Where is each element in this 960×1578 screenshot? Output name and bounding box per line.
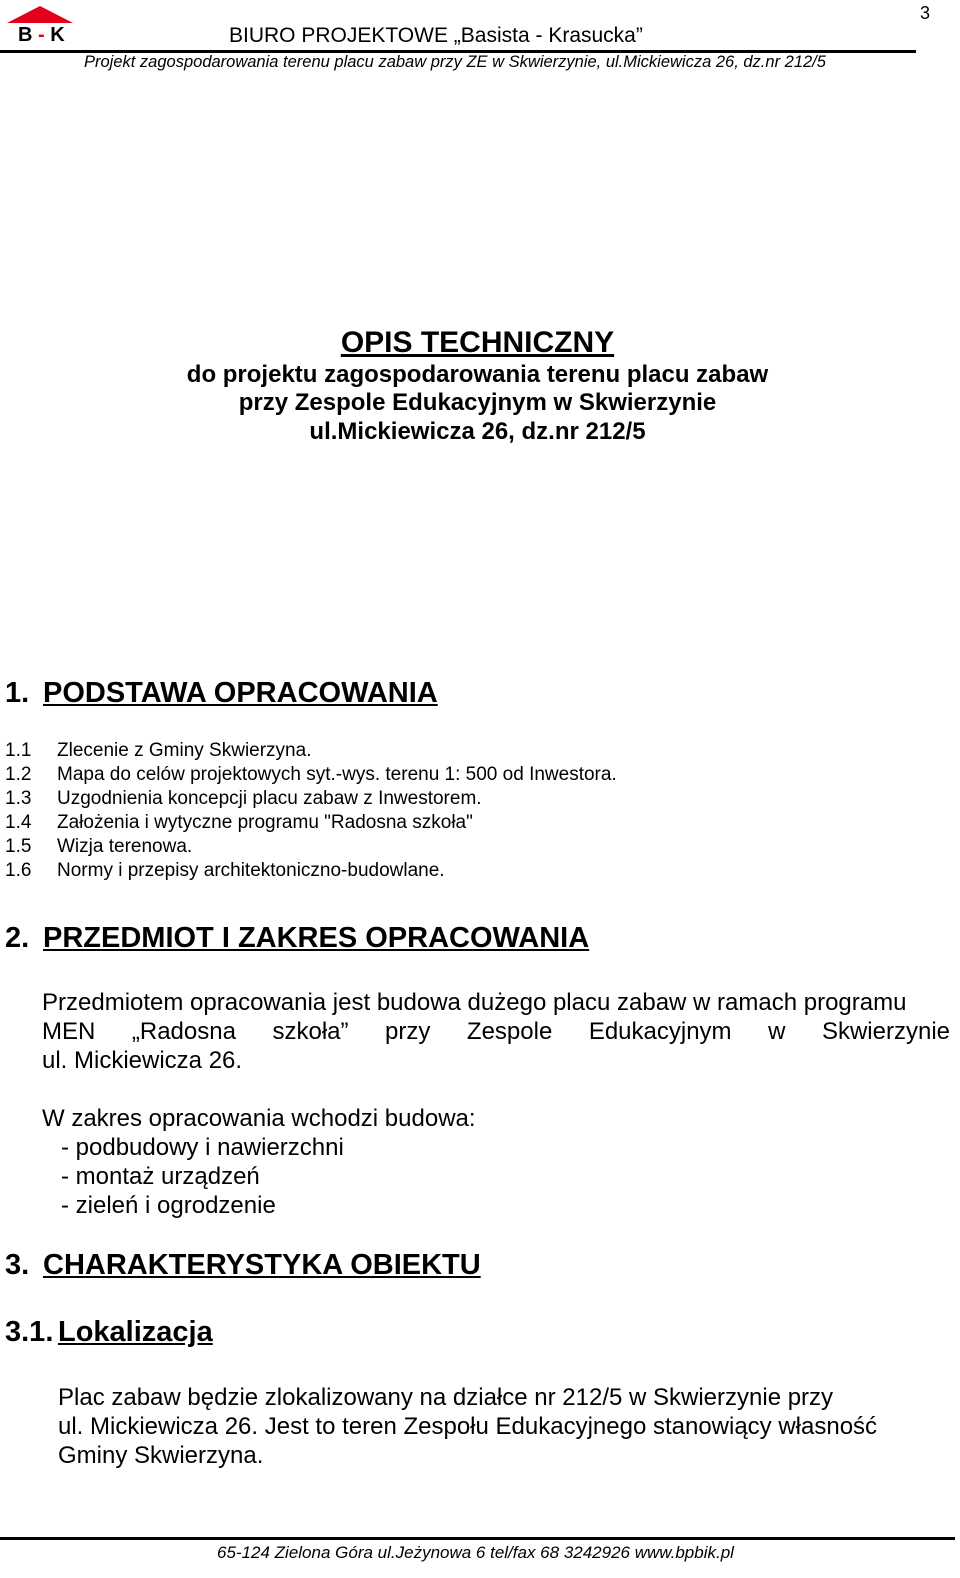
paragraph-line: Przedmiotem opracowania jest budowa dużego placu zabaw w ramach programu: [42, 989, 907, 1016]
section-3-heading: [5, 1249, 481, 1282]
page-number: 3: [920, 3, 931, 23]
footer-divider: [0, 1537, 955, 1540]
logo-roof-icon: [7, 6, 73, 23]
subsection-number: 3.1.: [5, 1316, 54, 1348]
title-line-2: przy Zespole Edukacyjnym w Skwierzynie: [238, 389, 717, 416]
section-1-heading: [5, 677, 438, 710]
paragraph-line: Plac zabaw będzie zlokalizowany na działce nr 212/5 w Skwierzynie przy: [58, 1384, 834, 1411]
section-title: PRZEDMIOT I ZAKRES OPRACOWANIA: [43, 922, 590, 954]
firm-name: BIURO PROJEKTOWE „Basista - Krasucka”: [229, 24, 643, 47]
subsection-3-1-heading: [5, 1316, 213, 1349]
list-item: - montaż urządzeń: [61, 1163, 260, 1190]
subsection-title: Lokalizacja: [58, 1316, 213, 1348]
section-number: 1.: [5, 677, 30, 709]
document-title: OPIS TECHNICZNY: [340, 326, 615, 359]
section-title: PODSTAWA OPRACOWANIA: [43, 677, 438, 709]
section-2-heading: [5, 922, 589, 955]
paragraph-line: ul. Mickiewicza 26. Jest to teren Zespołu Edukacyjnego stanowiący własność: [58, 1413, 878, 1440]
paragraph-line: Gminy Skwierzyna.: [58, 1442, 264, 1469]
project-subtitle: Projekt zagospodarowania terenu placu zabaw przy ZE w Skwierzynie, ul.Mickiewicza 26, dz.nr 212/5: [84, 53, 826, 71]
paragraph-line: ul. Mickiewicza 26.: [42, 1047, 243, 1074]
section-number: 3.: [5, 1249, 30, 1281]
list-item: - zieleń i ogrodzenie: [61, 1192, 276, 1219]
list-item: - podbudowy i nawierzchni: [61, 1134, 344, 1161]
title-line-3: ul.Mickiewicza 26, dz.nr 212/5: [309, 418, 646, 445]
scope-intro: W zakres opracowania wchodzi budowa:: [42, 1105, 476, 1132]
section-number: 2.: [5, 922, 30, 954]
title-line-1: do projektu zagospodarowania terenu placu zabaw: [186, 361, 769, 388]
section-title: CHARAKTERYSTYKA OBIEKTU: [43, 1249, 481, 1281]
footer-contact: 65-124 Zielona Góra ul.Jeżynowa 6 tel/fax 68 3242926 www.bpbik.pl: [217, 1543, 734, 1562]
paragraph-line: MEN „Radosna szkoła” przy Zespole Edukacyjnym w Skwierzynie: [42, 1018, 950, 1045]
company-logo: B - K: [18, 24, 65, 46]
